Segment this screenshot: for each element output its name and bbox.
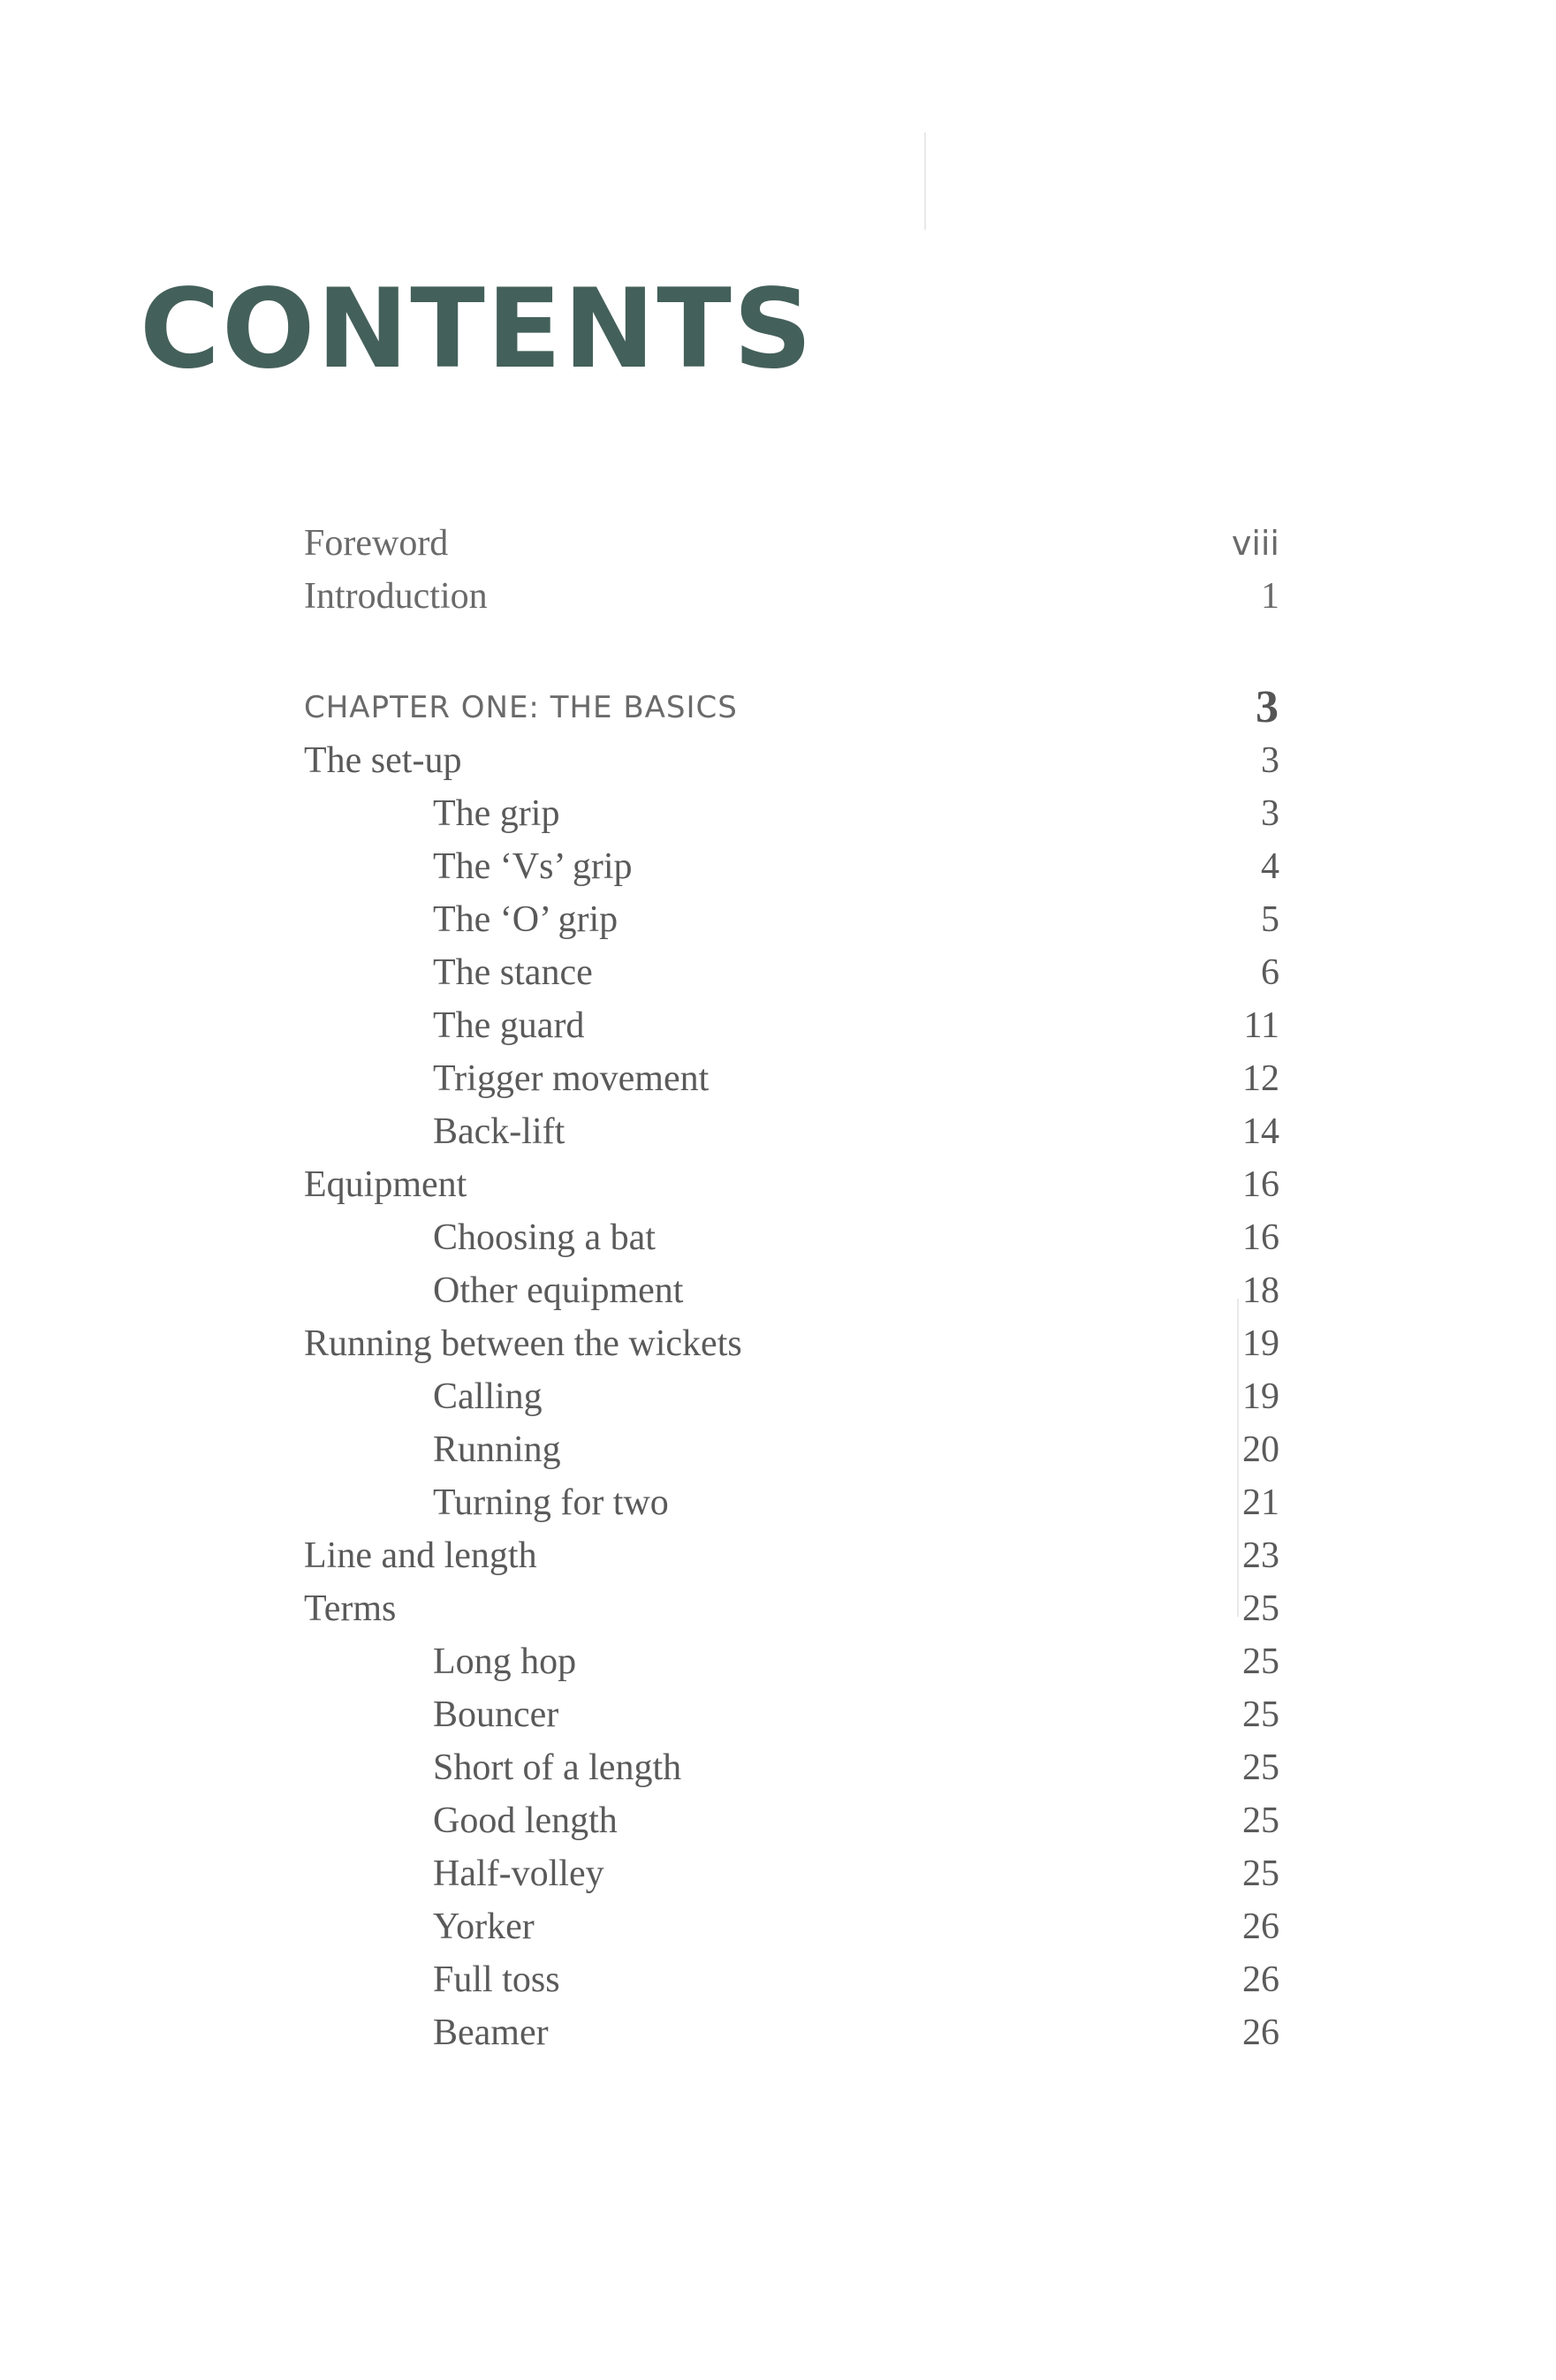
toc-entry-label: Bouncer xyxy=(433,1694,559,1735)
toc-entry[interactable] xyxy=(304,787,1279,840)
toc-entry-page: 25 xyxy=(1242,1747,1279,1788)
toc-entry-page: 25 xyxy=(1242,1800,1279,1841)
toc-entry-page: 20 xyxy=(1242,1429,1279,1470)
toc-chapter-heading[interactable] xyxy=(304,681,1279,734)
toc-entry[interactable] xyxy=(304,1635,1279,1688)
toc-entry-page: 26 xyxy=(1242,2012,1279,2053)
toc-entry-label: Beamer xyxy=(433,2012,549,2053)
toc-entry-page: 6 xyxy=(1261,952,1279,993)
scan-artifact xyxy=(924,133,926,230)
toc-entry[interactable] xyxy=(304,1370,1279,1423)
spacer xyxy=(304,623,1279,681)
toc-entry[interactable] xyxy=(304,1052,1279,1105)
toc-entry-page: 16 xyxy=(1242,1217,1279,1258)
toc-entry-label: Introduction xyxy=(304,576,488,617)
toc-entry[interactable] xyxy=(304,893,1279,946)
toc-entry[interactable] xyxy=(304,1211,1279,1264)
toc-entry-label: Line and length xyxy=(304,1535,537,1576)
toc-entry-page: 26 xyxy=(1242,1906,1279,1947)
toc-entry-label: Good length xyxy=(433,1800,618,1841)
page-title: CONTENTS xyxy=(140,266,815,394)
toc-entry[interactable] xyxy=(304,1423,1279,1476)
toc-entry[interactable] xyxy=(304,1900,1279,1953)
chapter-label: CHAPTER ONE: THE BASICS xyxy=(304,690,738,725)
toc-entry[interactable] xyxy=(304,946,1279,999)
toc-entry[interactable] xyxy=(304,1688,1279,1741)
toc-entry-label: Calling xyxy=(433,1376,543,1417)
toc-entry-page: 25 xyxy=(1242,1853,1279,1894)
toc-entry-label: Equipment xyxy=(304,1164,467,1205)
toc-entry-page: 26 xyxy=(1242,1959,1279,2000)
toc-entry[interactable] xyxy=(304,1158,1279,1211)
toc-entry-label: Long hop xyxy=(433,1641,577,1682)
toc-entry-page: 25 xyxy=(1242,1588,1279,1629)
toc-entry-page: viii xyxy=(1231,524,1279,563)
toc-entry-label: Foreword xyxy=(304,523,449,564)
toc-entry-introduction[interactable] xyxy=(304,570,1279,623)
toc-entry[interactable] xyxy=(304,840,1279,893)
toc-entry-page: 5 xyxy=(1261,899,1279,940)
toc-entry-label: Terms xyxy=(304,1588,397,1629)
toc-entry-page: 4 xyxy=(1261,846,1279,887)
toc-entry-page: 25 xyxy=(1242,1641,1279,1682)
toc-entry-page: 18 xyxy=(1242,1270,1279,1311)
toc-entry[interactable] xyxy=(304,1476,1279,1529)
toc-entry-label: Half-volley xyxy=(433,1853,604,1894)
toc-entry-label: Back-lift xyxy=(433,1111,565,1152)
toc-entry[interactable] xyxy=(304,1953,1279,2006)
toc-entry[interactable] xyxy=(304,1317,1279,1370)
toc-entry-label: The ‘O’ grip xyxy=(433,899,619,940)
toc-entry[interactable] xyxy=(304,1529,1279,1582)
toc-entry-label: Yorker xyxy=(433,1906,535,1947)
toc-entry-label: Trigger movement xyxy=(433,1058,710,1099)
toc-entry[interactable] xyxy=(304,1264,1279,1317)
toc-entry[interactable] xyxy=(304,2006,1279,2059)
toc-entry-label: The guard xyxy=(433,1005,585,1046)
toc-entry-page: 21 xyxy=(1242,1482,1279,1523)
toc-entry-label: Running between the wickets xyxy=(304,1323,742,1364)
toc-entry[interactable] xyxy=(304,999,1279,1052)
toc-entry-page: 16 xyxy=(1242,1164,1279,1205)
toc-entry-label: Full toss xyxy=(433,1959,560,2000)
toc-entry-foreword[interactable] xyxy=(304,517,1279,570)
toc-entry-page: 12 xyxy=(1242,1058,1279,1099)
toc-entry[interactable] xyxy=(304,1794,1279,1847)
toc-entry-page: 19 xyxy=(1242,1323,1279,1364)
toc-entry-label: Short of a length xyxy=(433,1747,682,1788)
toc-entry-page: 25 xyxy=(1242,1694,1279,1735)
toc-entry-page: 23 xyxy=(1242,1535,1279,1576)
toc-entry-label: Other equipment xyxy=(433,1270,684,1311)
toc-entry-label: The stance xyxy=(433,952,593,993)
toc-entry-label: The set-up xyxy=(304,740,462,781)
toc-entry[interactable] xyxy=(304,1741,1279,1794)
toc-entries xyxy=(304,734,1279,2059)
toc-entry-label: Running xyxy=(433,1429,561,1470)
toc-entry[interactable] xyxy=(304,1582,1279,1635)
chapter-page: 3 xyxy=(1256,682,1279,732)
toc-entry[interactable] xyxy=(304,734,1279,787)
toc-entry-page: 11 xyxy=(1243,1005,1279,1046)
toc-entry-label: Choosing a bat xyxy=(433,1217,656,1258)
toc-entry-label: The ‘Vs’ grip xyxy=(433,846,633,887)
toc-entry[interactable] xyxy=(304,1105,1279,1158)
toc-entry-page: 1 xyxy=(1261,576,1279,617)
toc-entry-label: The grip xyxy=(433,793,560,834)
table-of-contents xyxy=(304,517,1279,2059)
toc-entry[interactable] xyxy=(304,1847,1279,1900)
toc-entry-page: 3 xyxy=(1261,740,1279,781)
toc-entry-page: 3 xyxy=(1261,793,1279,834)
toc-entry-page: 14 xyxy=(1242,1111,1279,1152)
toc-entry-page: 19 xyxy=(1242,1376,1279,1417)
toc-entry-label: Turning for two xyxy=(433,1482,669,1523)
